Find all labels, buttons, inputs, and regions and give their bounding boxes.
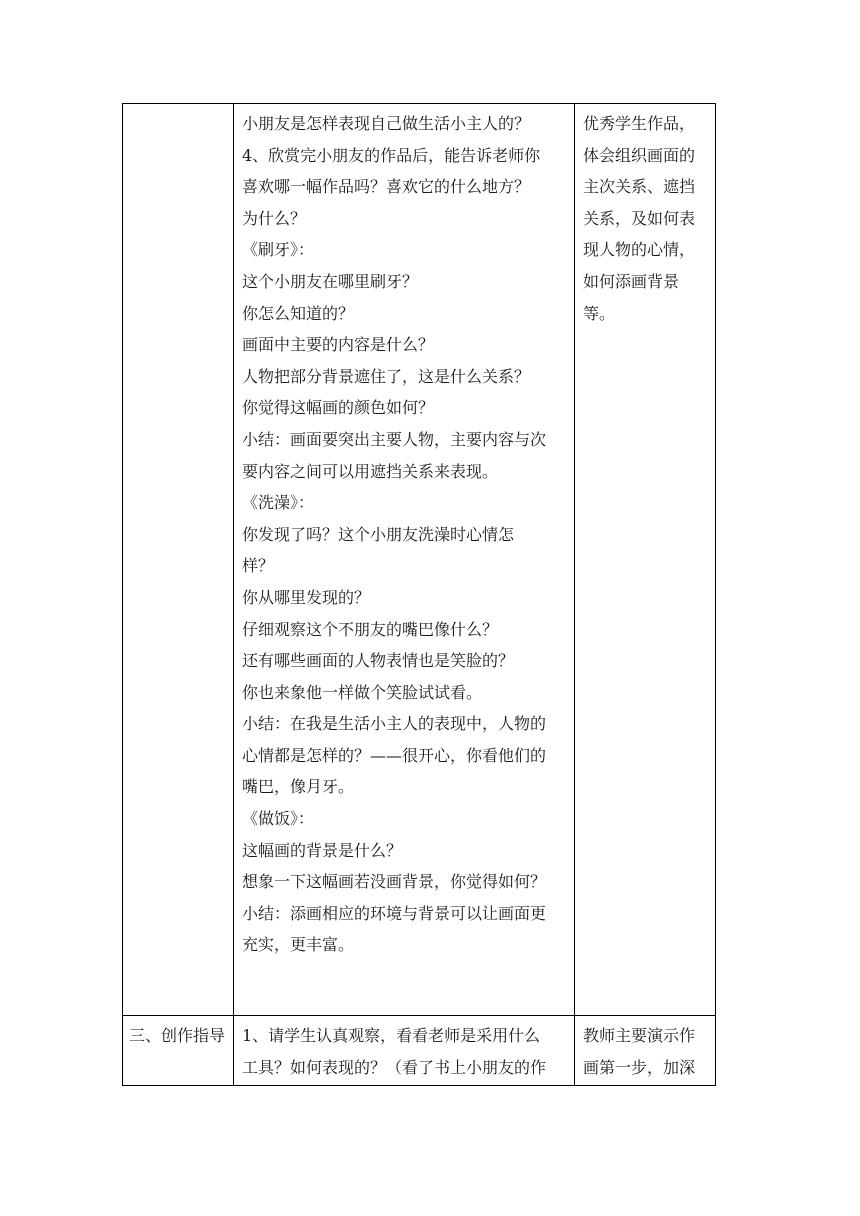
note-line: 关系，及如何表 xyxy=(583,208,696,228)
content-line: 这幅画的背景是什么？ xyxy=(242,840,403,860)
content-line: 1、请学生认真观察，看看老师是采用什么 xyxy=(242,1026,541,1045)
lesson-plan-table xyxy=(122,103,716,1086)
note-line: 如何添画背景 xyxy=(583,271,680,291)
content-line: 小结：添画相应的环境与背景可以让画面更 xyxy=(242,903,547,923)
content-line: 你从哪里发现的？ xyxy=(242,587,371,607)
content-line: 小朋友是怎样表现自己做生活小主人的？ xyxy=(242,114,531,133)
content-line: 喜欢哪一幅作品吗？喜欢它的什么地方？ xyxy=(242,177,531,197)
content-line: 为什么？ xyxy=(242,208,307,228)
note-line: 主次关系、遮挡 xyxy=(583,177,696,197)
content-line: 想象一下这幅画若没画背景，你觉得如何？ xyxy=(242,872,547,892)
content-line: 你觉得这幅画的颜色如何？ xyxy=(242,398,435,418)
content-line: 《做饭》： xyxy=(242,809,315,829)
content-line: 你怎么知道的？ xyxy=(242,303,355,323)
content-line: 心情都是怎样的？——很开心，你看他们的 xyxy=(242,745,547,765)
content-line: 小结：画面要突出主要人物，主要内容与次 xyxy=(242,429,547,449)
note-line: 优秀学生作品， xyxy=(583,114,696,133)
table-row xyxy=(123,1016,716,1086)
content-line: 嘴巴，像月牙。 xyxy=(242,777,355,797)
content-line: 你也来象他一样做个笑脸试试看。 xyxy=(242,682,483,702)
content-line: 画面中主要的内容是什么？ xyxy=(242,335,435,355)
content-cell xyxy=(234,1016,575,1086)
content-line: 样？ xyxy=(242,556,275,576)
content-line: 《洗澡》： xyxy=(242,493,315,513)
content-line: 还有哪些画面的人物表情也是笑脸的？ xyxy=(242,651,515,671)
content-line: 这个小朋友在哪里刷牙？ xyxy=(242,271,419,291)
content-line: 工具？如何表现的？（看了书上小朋友的作 xyxy=(242,1057,547,1077)
content-line: 人物把部分背景遮住了，这是什么关系？ xyxy=(242,366,531,386)
content-cell xyxy=(234,104,575,1016)
note-cell xyxy=(575,1016,716,1086)
stage-label: 三、创作指导 xyxy=(129,1026,226,1045)
content-line: 充实，更丰富。 xyxy=(242,935,355,955)
content-line: 小结：在我是生活小主人的表现中，人物的 xyxy=(242,714,547,734)
content-line: 4、欣赏完小朋友的作品后，能告诉老师你 xyxy=(242,145,541,165)
note-line: 教师主要演示作 xyxy=(583,1026,696,1045)
content-line: 《刷牙》： xyxy=(242,240,315,260)
content-line: 仔细观察这个不朋友的嘴巴像什么？ xyxy=(242,619,499,639)
note-cell xyxy=(575,104,716,1016)
stage-cell xyxy=(123,1016,234,1086)
table-row xyxy=(123,104,716,1016)
note-line: 等。 xyxy=(583,303,616,323)
content-line: 要内容之间可以用遮挡关系来表现。 xyxy=(242,461,499,481)
note-line: 画第一步，加深 xyxy=(583,1057,696,1077)
note-line: 体会组织画面的 xyxy=(583,145,696,165)
stage-cell xyxy=(123,104,234,1016)
content-line: 你发现了吗？这个小朋友洗澡时心情怎 xyxy=(242,524,515,544)
note-line: 现人物的心情， xyxy=(583,240,696,260)
